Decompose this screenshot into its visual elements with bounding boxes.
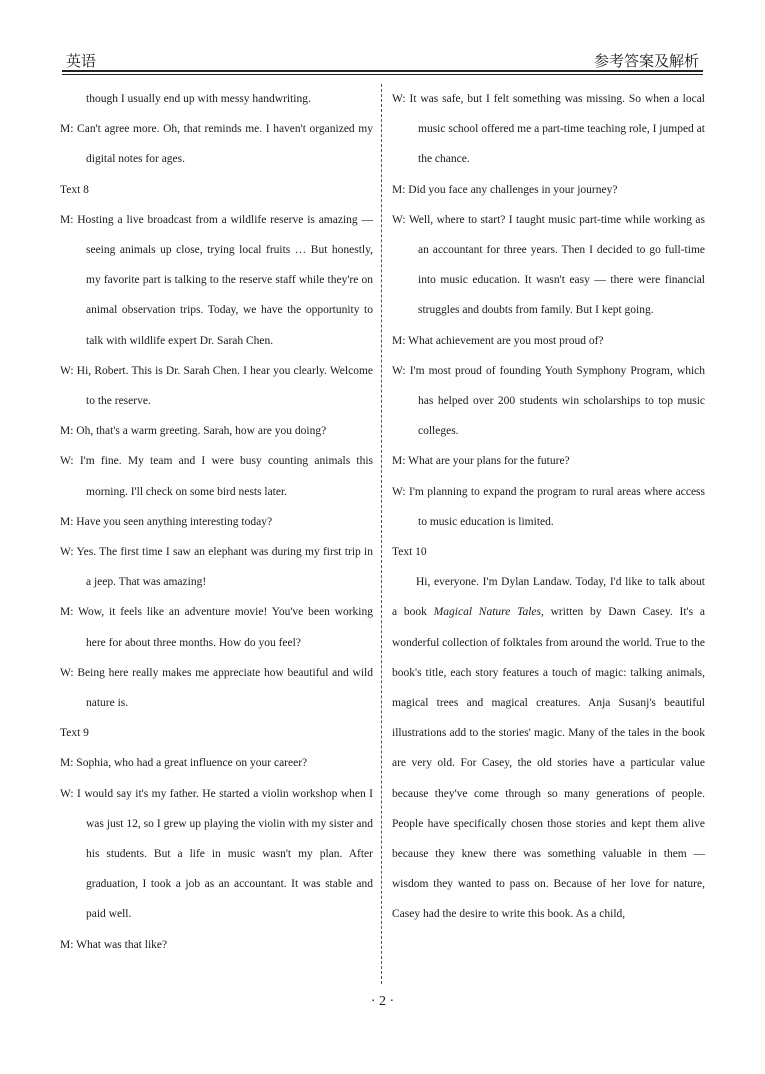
dialogue-line: W: Yes. The first time I saw an elephant was during my first trip in a jeep. That was amazing! [60,546,373,589]
section-label-text-9: Text 9 [60,727,89,740]
monologue-text-start: Hi, everyone. I'm Dylan Landaw. Today, I'd like to talk about a book [392,576,705,619]
dialogue-line: M: What achievement are you most proud of? [392,334,604,347]
right-column [392,84,705,930]
page-number: · 2 · [370,994,395,1009]
header-rule-thick [62,70,703,72]
monologue-paragraph [392,567,705,929]
book-title: Magical Nature Tales [433,606,541,619]
dialogue-line: M: What are your plans for the future? [392,455,570,468]
dialogue-line: W: Hi, Robert. This is Dr. Sarah Chen. I hear you clearly. Welcome to the reserve. [60,364,373,408]
page-header [62,46,703,72]
header-rule-thin [62,74,703,75]
section-label-text-8: Text 8 [60,183,89,196]
dialogue-line: W: I'm fine. My team and I were busy counting animals this morning. I'll check on some bird nests later. [60,455,373,498]
dialogue-line: W: I'm most proud of founding Youth Symphony Program, which has helped over 200 students win scholarships to top music colleges. [392,364,705,438]
dialogue-line: W: I would say it's my father. He started a violin workshop when I was just 12, so I grew up playing the violin with my sister and his students. But a life in music wasn't my plan. After graduation, I took a job as an accountant. It was stable and paid well. [60,787,373,921]
dialogue-line: M: Have you seen anything interesting today? [60,515,273,528]
dialogue-line: M: Wow, it feels like an adventure movie! You've been working here for about three months. How do you feel? [60,606,373,649]
dialogue-line: W: It was safe, but I felt something was missing. So when a local music school offered me a part-time teaching role, I jumped at the chance. [392,93,705,166]
dialogue-line: M: Hosting a live broadcast from a wildlife reserve is amazing — seeing animals up close, trying local fruits … But honestly, my favorite part is talking to the reserve staff while they're on animal observation trips. Today, we have the opportunity to talk with wildlife expert Dr. Sarah Chen. [60,213,373,347]
dialogue-line: W: Well, where to start? I taught music part-time while working as an accountant for three years. Then I decided to go full-time into music education. It wasn't easy — there were financial struggles and doubts from family. But I kept going. [392,213,705,317]
dialogue-line: M: Can't agree more. Oh, that reminds me. I haven't organized my digital notes for ages. [60,123,373,166]
column-divider [381,84,382,984]
subject-label: 英语 [66,52,97,70]
dialogue-line: M: Sophia, who had a great influence on your career? [60,757,308,770]
section-label-text-10: Text 10 [392,546,427,559]
monologue-text-rest: , written by Dawn Casey. It's a wonderful collection of folktales from around the world. True to the book's title, each story features a touch of magic: talking animals, magical trees and magical creatures. Anja Susanj's beautiful illustrations add to the stories' magic. Many of the tales in the book are very old. For Casey, the old stories have a particular value because they've come through so many generations of people. People have specifically chosen those stories and kept them alive because they knew there was something valuable in them — wisdom they wanted to pass on. Because of her love for nature, Casey had the desire to write this book. As a child, [392,606,705,921]
dialogue-line: M: Oh, that's a warm greeting. Sarah, how are you doing? [60,425,327,438]
dialogue-line: M: Did you face any challenges in your journey? [392,183,618,196]
left-column [60,84,373,960]
dialogue-line: M: What was that like? [60,938,168,951]
dialogue-line: though I usually end up with messy handwriting. [86,93,311,105]
dialogue-line: W: I'm planning to expand the program to rural areas where access to music education is limited. [392,485,705,528]
dialogue-line: W: Being here really makes me appreciate how beautiful and wild nature is. [60,666,373,710]
section-label: 参考答案及解析 [593,52,699,70]
